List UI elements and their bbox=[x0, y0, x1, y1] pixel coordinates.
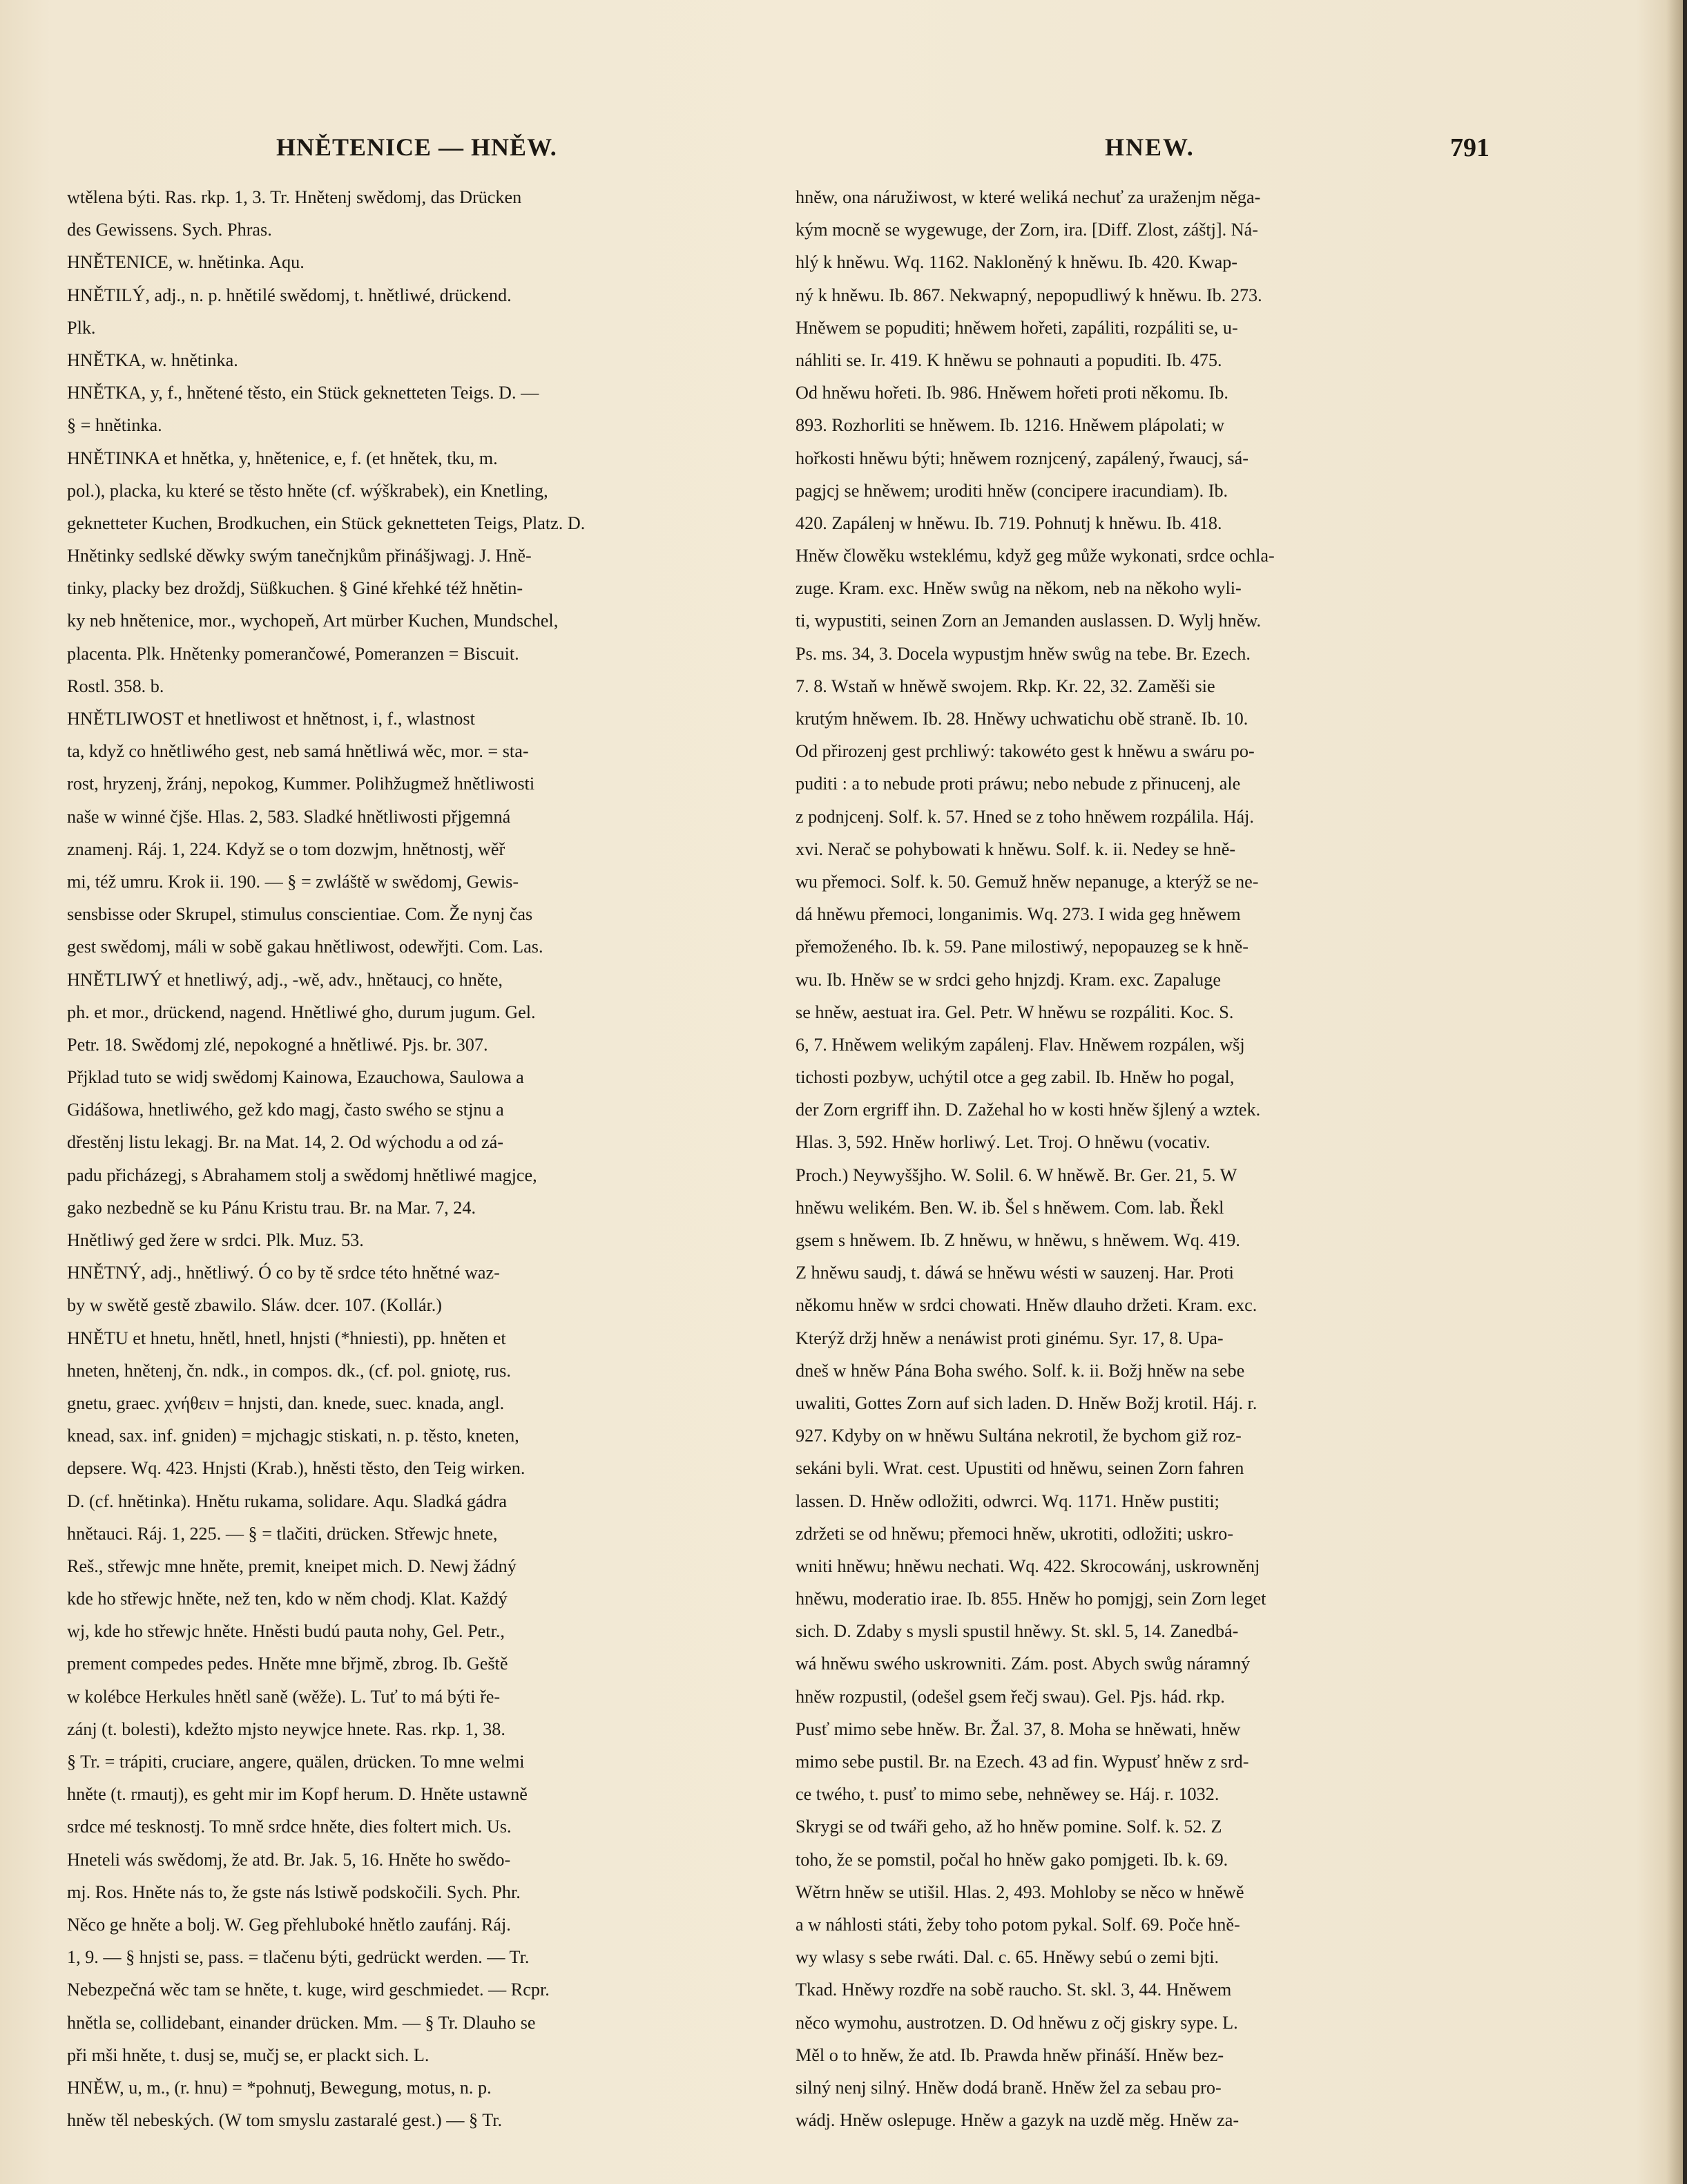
text-line: hněw těl nebeských. (W tom smyslu zastaralé gest.) — § Tr. bbox=[67, 2110, 503, 2131]
text-line: Od přirozenj gest prchliwý: takowéto gest k hněwu a swáru po- bbox=[796, 741, 1255, 762]
text-line: se hněw, aestuat ira. Gel. Petr. W hněwu se rozpáliti. Koc. S. bbox=[796, 1002, 1234, 1022]
text-line: puditi : a to nebude proti práwu; nebo nebude z přinucenj, ale bbox=[796, 774, 1241, 794]
text-line: hněw, ona náružiwost, w které weliká nechuť za uraženjm něga- bbox=[796, 187, 1261, 207]
text-line: hnětauci. Ráj. 1, 225. — § = tlačiti, drücken. Střewjc hnete, bbox=[67, 1523, 498, 1544]
text-line: mimo sebe pustil. Br. na Ezech. 43 ad fin. Wypusť hněw z srd- bbox=[796, 1752, 1249, 1772]
text-line: při mši hněte, t. dusj se, mučj se, er plackt sich. L. bbox=[67, 2044, 430, 2065]
text-line: Petr. 18. Swědomj zlé, nepokogné a hnětliwé. Pjs. br. 307. bbox=[67, 1034, 488, 1055]
text-line: gnetu, graec. χνήθειν = hnjsti, dan. knede, suec. knada, angl. bbox=[67, 1392, 505, 1413]
text-line: krutým hněwem. Ib. 28. Hněwy uchwatichu obě straně. Ib. 10. bbox=[796, 709, 1249, 729]
text-line: Ps. ms. 34, 3. Docela wypustjm hněw swůg na tebe. Br. Ezech. bbox=[796, 643, 1251, 664]
header-left-title: HNĚTENICE — HNĚW. bbox=[276, 133, 557, 161]
text-line: srdce mé tesknostj. To mně srdce hněte, dies foltert mich. Us. bbox=[67, 1817, 512, 1837]
text-line: Něco ge hněte a bolj. W. Geg přehluboké hnětlo zaufánj. Ráj. bbox=[67, 1914, 511, 1935]
text-line: Od hněwu hořeti. Ib. 986. Hněwem hořeti proti někomu. Ib. bbox=[796, 383, 1228, 403]
text-line: mj. Ros. Hněte nás to, že gste nás lstiwě podskočili. Sych. Phr. bbox=[67, 1881, 521, 1902]
text-line: HNĚTILÝ, adj., n. p. hnětilé swědomj, t. hnětliwé, drückend. bbox=[67, 285, 512, 305]
text-line: dá hněwu přemoci, longanimis. Wq. 273. I wida geg hněwem bbox=[796, 904, 1241, 925]
text-line: HNĚTKA, w. hnětinka. bbox=[67, 349, 238, 370]
text-line: naše w winné čjše. Hlas. 2, 583. Sladké hnětliwosti přjgemná bbox=[67, 806, 511, 827]
text-line: něco wymohu, austrotzen. D. Od hněwu z očj giskry sype. L. bbox=[796, 2012, 1238, 2033]
text-line: Rostl. 358. b. bbox=[67, 676, 164, 696]
text-line: zdržeti se od hněwu; přemoci hněw, ukrotiti, odložiti; uskro- bbox=[796, 1523, 1233, 1544]
text-line: Nebezpečná wěc tam se hněte, t. kuge, wird geschmiedet. — Rcpr. bbox=[67, 1980, 550, 2000]
text-line: Hněw člowěku wsteklému, když geg může wykonati, srdce ochla- bbox=[796, 546, 1275, 566]
text-line: silný nenj silný. Hněw dodá braně. Hněw žel za sebau pro- bbox=[796, 2077, 1222, 2098]
running-header bbox=[69, 133, 1505, 167]
text-line: depsere. Wq. 423. Hnjsti (Krab.), hněsti těsto, den Teig wirken. bbox=[67, 1458, 526, 1479]
text-line: Z hněwu saudj, t. dáwá se hněwu wésti w sauzenj. Har. Proti bbox=[796, 1263, 1234, 1283]
text-line: 7. 8. Wstaň w hněwě swojem. Rkp. Kr. 22, 32. Zaměši sie bbox=[796, 676, 1215, 696]
text-line: kým mocně se wygewuge, der Zorn, ira. [Diff. Zlost, záštj]. Ná- bbox=[796, 220, 1259, 240]
text-line: wu. Ib. Hněw se w srdci geho hnjzdj. Kram. exc. Zapaluge bbox=[796, 969, 1221, 990]
text-line: Přjklad tuto se widj swědomj Kainowa, Ezauchowa, Saulowa a bbox=[67, 1067, 524, 1088]
text-line: 420. Zapálenj w hněwu. Ib. 719. Pohnutj k hněwu. Ib. 418. bbox=[796, 513, 1222, 533]
text-line: pagjcj se hněwem; uroditi hněw (concipere iracundiam). Ib. bbox=[796, 480, 1228, 501]
text-line: ph. et mor., drückend, nagend. Hnětliwé gho, durum jugum. Gel. bbox=[67, 1002, 536, 1022]
text-line: wá hněwu swého uskrowniti. Zám. post. Abych swůg náramný bbox=[796, 1654, 1251, 1674]
text-line: hořkosti hněwu býti; hněwem roznjcený, zapálený, řwaucj, sá- bbox=[796, 448, 1249, 468]
text-line: des Gewissens. Sych. Phras. bbox=[67, 220, 272, 240]
text-line: HNĚTU et hnetu, hnětl, hnetl, hnjsti (*hniesti), pp. hněten et bbox=[67, 1328, 506, 1348]
text-line: HNĚTKA, y, f., hnětené těsto, ein Stück geknetteten Teigs. D. — bbox=[67, 383, 539, 403]
text-line: toho, že se pomstil, počal ho hněw gako pomjgeti. Ib. k. 69. bbox=[796, 1849, 1228, 1870]
text-line: tichosti pozbyw, uchýtil otce a geg zabil. Ib. Hněw ho pogal, bbox=[796, 1067, 1235, 1088]
text-line: placenta. Plk. Hnětenky pomerančowé, Pomeranzen = Biscuit. bbox=[67, 643, 519, 664]
text-line: lassen. D. Hněw odložiti, odwrci. Wq. 1171. Hněw pustiti; bbox=[796, 1491, 1220, 1511]
text-line: padu přicházegj, s Abrahamem stolj a swědomj hnětliwé magjce, bbox=[67, 1165, 537, 1185]
text-line: gako nezbedně se ku Pánu Kristu trau. Br. na Mar. 7, 24. bbox=[67, 1197, 476, 1218]
text-line: 1, 9. — § hnjsti se, pass. = tlačenu býti, gedrückt werden. — Tr. bbox=[67, 1947, 530, 1968]
text-line: někomu hněw w srdci chowati. Hněw dlauho držeti. Kram. exc. bbox=[796, 1295, 1257, 1316]
text-line: sekáni byli. Wrat. cest. Upustiti od hněwu, seinen Zorn fahren bbox=[796, 1458, 1244, 1479]
text-line: hněwu, moderatio irae. Ib. 855. Hněw ho pomjgj, sein Zorn leget bbox=[796, 1589, 1266, 1609]
text-line: Reš., střewjc mne hněte, premit, kneipet mich. D. Newj žádný bbox=[67, 1555, 517, 1576]
text-line: wj, kde ho střewjc hněte. Hněsti budú pauta nohy, Gel. Petr., bbox=[67, 1621, 505, 1642]
text-line: hnětla se, collidebant, einander drücken. Mm. — § Tr. Dlauho se bbox=[67, 2012, 536, 2033]
text-line: Hnětinky sedlské děwky swým tanečnjkům přinášjwagj. J. Hně- bbox=[67, 546, 532, 566]
text-line: knead, sax. inf. gniden) = mjchagjc stiskati, n. p. těsto, kneten, bbox=[67, 1426, 519, 1446]
text-line: wniti hněwu; hněwu nechati. Wq. 422. Skrocowánj, uskrowněnj bbox=[796, 1555, 1260, 1576]
text-line: wu přemoci. Solf. k. 50. Gemuž hněw nepanuge, a kterýž se ne- bbox=[796, 871, 1259, 892]
text-line: pol.), placka, ku které se těsto hněte (cf. wýškrabek), ein Knetling, bbox=[67, 480, 548, 501]
text-line: ky neb hnětenice, mor., wychopeň, Art mürber Kuchen, Mundschel, bbox=[67, 611, 559, 631]
text-line: ti, wypustiti, seinen Zorn an Jemanden auslassen. D. Wylj hněw. bbox=[796, 611, 1262, 631]
text-line: xvi. Nerač se pohybowati k hněwu. Solf. k. ii. Nedey se hně- bbox=[796, 839, 1236, 859]
text-line: HNĚW, u, m., (r. hnu) = *pohnutj, Bewegung, motus, n. p. bbox=[67, 2077, 492, 2098]
text-line: Hnětliwý ged žere w srdci. Plk. Muz. 53. bbox=[67, 1230, 364, 1250]
text-line: prement compedes pedes. Hněte mne břjmě, zbrog. Ib. Geště bbox=[67, 1654, 508, 1674]
text-line: Hneteli wás swědomj, že atd. Br. Jak. 5, 16. Hněte ho swědo- bbox=[67, 1849, 511, 1870]
text-line: znamenj. Ráj. 1, 224. Když se o tom dozwjm, hnětnostj, wěř bbox=[67, 839, 505, 859]
text-line: 927. Kdyby on w hněwu Sultána nekrotil, že bychom giž roz- bbox=[796, 1426, 1242, 1446]
text-line: 6, 7. Hněwem welikým zapálenj. Flav. Hněwem rozpálen, wšj bbox=[796, 1034, 1245, 1055]
page-number: 791 bbox=[1450, 133, 1490, 162]
text-line: uwaliti, Gottes Zorn auf sich laden. D. Hněw Božj krotil. Háj. r. bbox=[796, 1392, 1257, 1413]
text-line: gest swědomj, máli w sobě gakau hnětliwost, odewřjti. Com. Las. bbox=[67, 937, 543, 957]
text-line: zánj (t. bolesti), kdežto mjsto neywjce hnete. Ras. rkp. 1, 38. bbox=[67, 1718, 505, 1739]
right-column bbox=[796, 181, 1514, 2170]
text-line: ce twého, t. pusť to mimo sebe, nehněwey se. Háj. r. 1032. bbox=[796, 1784, 1220, 1805]
text-line: hněte (t. rmautj), es geht mir im Kopf herum. D. Hněte ustawně bbox=[67, 1784, 528, 1805]
text-line: Proch.) Neywyššjho. W. Solil. 6. W hněwě. Br. Ger. 21, 5. W bbox=[796, 1165, 1237, 1185]
text-line: dřestěnj listu lekagj. Br. na Mat. 14, 2. Od wýchodu a od zá- bbox=[67, 1132, 504, 1153]
text-line: HNĚTINKA et hnětka, y, hnětenice, e, f. (et hnětek, tku, m. bbox=[67, 448, 498, 468]
text-line: Wětrn hněw se utišil. Hlas. 2, 493. Mohloby se něco w hněwě bbox=[796, 1881, 1244, 1902]
text-line: tinky, placky bez droždj, Süßkuchen. § Giné křehké též hnětin- bbox=[67, 578, 523, 599]
text-line: přemoženého. Ib. k. 59. Pane milostiwý, nepopauzeg se k hně- bbox=[796, 937, 1249, 957]
text-line: gsem s hněwem. Ib. Z hněwu, w hněwu, s hněwem. Wq. 419. bbox=[796, 1230, 1240, 1250]
text-line: sich. D. Zdaby s mysli spustil hněwy. St. skl. 5, 14. Zanedbá- bbox=[796, 1621, 1239, 1642]
text-line: Gidášowa, hnetliwého, gež kdo magj, často swého se stjnu a bbox=[67, 1100, 504, 1120]
text-line: Hlas. 3, 592. Hněw horliwý. Let. Troj. O hněwu (vocativ. bbox=[796, 1132, 1211, 1153]
text-line: by w swětě gestě zbawilo. Sláw. dcer. 107. (Kollár.) bbox=[67, 1295, 443, 1316]
text-line: 893. Rozhorliti se hněwem. Ib. 1216. Hněwem plápolati; w bbox=[796, 415, 1225, 436]
text-line: D. (cf. hnětinka). Hnětu rukama, solidare. Aqu. Sladká gádra bbox=[67, 1491, 508, 1511]
text-line: hlý k hněwu. Wq. 1162. Nakloněný k hněwu. Ib. 420. Kwap- bbox=[796, 252, 1238, 273]
text-line: wádj. Hněw oslepuge. Hněw a gazyk na uzdě měg. Hněw za- bbox=[796, 2110, 1240, 2131]
text-line: der Zorn ergriff ihn. D. Zažehal ho w kosti hněw šjlený a wztek. bbox=[796, 1100, 1261, 1120]
header-right-title: HNEW. bbox=[1105, 133, 1195, 161]
text-line: ný k hněwu. Ib. 867. Nekwapný, nepopudliwý k hněwu. Ib. 273. bbox=[796, 285, 1262, 305]
text-line: Plk. bbox=[67, 317, 96, 338]
text-line: dneš w hněw Pána Boha swého. Solf. k. ii. Božj hněw na sebe bbox=[796, 1360, 1245, 1381]
text-line: rost, hryzenj, žránj, nepokog, Kummer. Polihžugmež hnětliwosti bbox=[67, 774, 535, 794]
text-line: kde ho střewjc hněte, než ten, kdo w něm chodj. Klat. Každý bbox=[67, 1589, 508, 1609]
text-line: wtělena býti. Ras. rkp. 1, 3. Tr. Hnětenj swědomj, das Drücken bbox=[67, 187, 522, 207]
text-line: Pusť mimo sebe hněw. Br. Žal. 37, 8. Moha se hněwati, hněw bbox=[796, 1718, 1241, 1739]
text-line: geknetteter Kuchen, Brodkuchen, ein Stück geknetteten Teigs, Platz. D. bbox=[67, 513, 586, 533]
left-column bbox=[67, 181, 785, 2170]
text-line: hneten, hnětenj, čn. ndk., in compos. dk., (cf. pol. gniotę, rus. bbox=[67, 1360, 511, 1381]
text-line: w kolébce Herkules hnětl saně (wěže). L. Tuť to má býti ře- bbox=[67, 1686, 501, 1707]
text-line: Kterýž držj hněw a nenáwist proti ginému. Syr. 17, 8. Upa- bbox=[796, 1328, 1224, 1348]
text-line: § Tr. = trápiti, cruciare, angere, quälen, drücken. To mne welmi bbox=[67, 1752, 525, 1772]
text-line: hněwu welikém. Ben. W. ib. Šel s hněwem. Com. lab. Řekl bbox=[796, 1197, 1224, 1218]
text-line: Tkad. Hněwy rozdře na sobě raucho. St. skl. 3, 44. Hněwem bbox=[796, 1980, 1232, 2000]
page-edge bbox=[1683, 0, 1687, 2184]
text-line: § = hnětinka. bbox=[67, 415, 162, 436]
text-line: sensbisse oder Skrupel, stimulus conscientiae. Com. Že nynj čas bbox=[67, 904, 533, 925]
text-line: Měl o to hněw, že atd. Ib. Prawda hněw přináší. Hněw bez- bbox=[796, 2044, 1224, 2065]
text-line: zuge. Kram. exc. Hněw swůg na někom, neb na někoho wyli- bbox=[796, 578, 1242, 599]
text-line: mi, též umru. Krok ii. 190. — § = zwláště w swědomj, Gewis- bbox=[67, 871, 519, 892]
text-line: z podnjcenj. Solf. k. 57. Hned se z toho hněwem rozpálila. Háj. bbox=[796, 806, 1254, 827]
text-line: a w náhlosti státi, žeby toho potom pykal. Solf. 69. Poče hně- bbox=[796, 1914, 1240, 1935]
text-line: Hněwem se popuditi; hněwem hořeti, zapáliti, rozpáliti se, u- bbox=[796, 317, 1238, 338]
text-line: wy wlasy s sebe rwáti. Dal. c. 65. Hněwy sebú o zemi bjti. bbox=[796, 1947, 1220, 1968]
text-line: náhliti se. Ir. 419. K hněwu se pohnauti a popuditi. Ib. 475. bbox=[796, 349, 1222, 370]
text-line: hněw rozpustil, (odešel gsem řečj swau). Gel. Pjs. hád. rkp. bbox=[796, 1686, 1225, 1707]
text-line: HNĚTLIWOST et hnetliwost et hnětnost, i, f., wlastnost bbox=[67, 709, 475, 729]
text-line: HNĚTNÝ, adj., hnětliwý. Ó co by tě srdce této hnětné waz- bbox=[67, 1263, 500, 1283]
text-line: HNĚTLIWÝ et hnetliwý, adj., -wě, adv., hnětaucj, co hněte, bbox=[67, 969, 503, 990]
text-line: HNĚTENICE, w. hnětinka. Aqu. bbox=[67, 252, 305, 273]
text-line: Skrygi se od twáři geho, až ho hněw pomine. Solf. k. 52. Z bbox=[796, 1817, 1222, 1837]
text-line: ta, když co hnětliwého gest, neb samá hnětliwá wěc, mor. = sta- bbox=[67, 741, 529, 762]
